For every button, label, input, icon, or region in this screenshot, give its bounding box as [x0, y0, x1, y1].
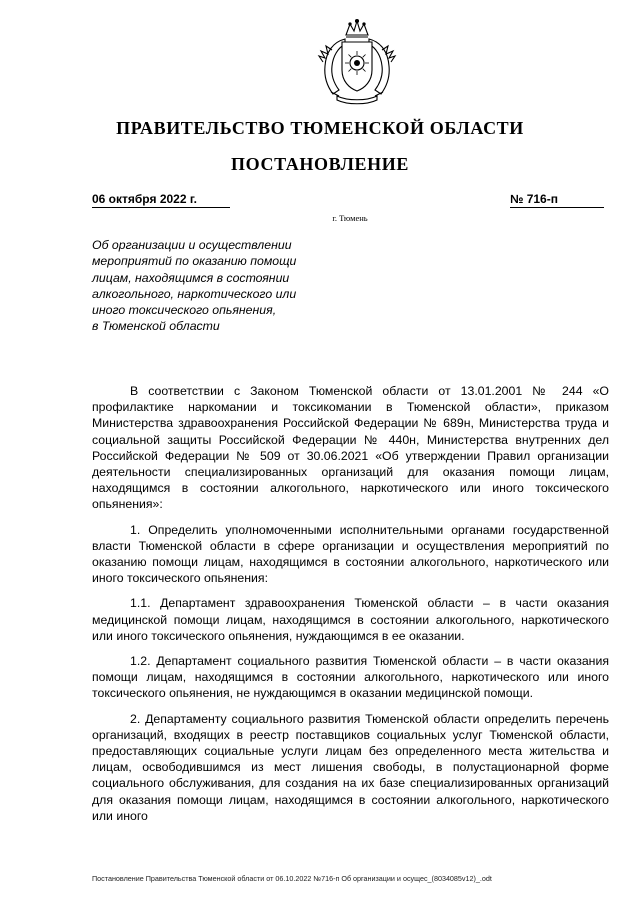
body-paragraph-1-1: 1.1. Департамент здравоохранения Тюменской области – в части оказания медицинской помощи лицам, находящимся в состоянии алкогольного, наркотического или иного токсического опьянения, нуждающимся в ее оказании.: [92, 596, 609, 643]
subject-line: мероприятий по оказанию помощи: [92, 254, 297, 269]
page-footer: Постановление Правительства Тюменской области от 06.10.2022 №716-п Об организации и осущес_(8034085v12)_.odt: [92, 874, 492, 883]
subject-line: в Тюменской области: [92, 319, 220, 334]
coat-of-arms-icon: [317, 18, 397, 106]
subject-line: иного токсического опьянения,: [92, 303, 277, 318]
subject-line: лицам, находящимся в состоянии: [92, 270, 290, 285]
document-type-title: ПОСТАНОВЛЕНИЕ: [231, 154, 409, 174]
document-body: [92, 383, 609, 824]
subject-line: алкогольного, наркотического или: [92, 286, 297, 301]
body-paragraph-2: 2. Департаменту социального развития Тюменской области определить перечень организаций, входящих в реестр поставщиков социальных услуг Тюменской области, предоставляющих социальные услуги лицам без определенного места жительства и лицам, освободившимся из мест лишения свободы, в полустационарной форме социального обслуживания, для создания на их базе специализированных организаций для оказания помощи лицам, находящимся в состоянии алкогольного, наркотического или иного: [92, 711, 609, 823]
body-paragraph-1-2: 1.2. Департамент социального развития Тюменской области – в части оказания помощи лицам, находящимся в состоянии алкогольного, наркотического или иного токсического опьянения, не нуждающимся в оказании медицинской помощи.: [92, 654, 609, 701]
body-paragraph-1: 1. Определить уполномоченными исполнительными органами государственной власти Тюменской области в сфере организации и осуществления мероприятий по оказанию помощи лицам, находящимся в состоянии алкогольного, наркотического или иного токсического опьянения:: [92, 522, 609, 586]
document-number: № 716-п: [510, 192, 604, 208]
document-subject: [92, 237, 342, 335]
subject-line: Об организации и осуществлении: [92, 238, 292, 252]
document-date: 06 октября 2022 г.: [92, 192, 230, 208]
body-paragraph-preamble: В соответствии с Законом Тюменской области от 13.01.2001 № 244 «О профилактике наркомании и токсикомании в Тюменской области», приказом Министерства здравоохранения Российской Федерации № 689н, Министерства труда и социальной защиты Российской Федерации № 440н, Министерства внутренних дел Российской Федерации № 509 от 30.06.2021 «Об утверждении Правил организации деятельности специализированных организаций для оказания помощи лицам, находящимся в состоянии алкогольного, наркотического или иного токсического опьянения»:: [92, 384, 609, 512]
document-city: г. Тюмень: [332, 213, 368, 223]
government-title: ПРАВИТЕЛЬСТВО ТЮМЕНСКОЙ ОБЛАСТИ: [116, 118, 524, 138]
